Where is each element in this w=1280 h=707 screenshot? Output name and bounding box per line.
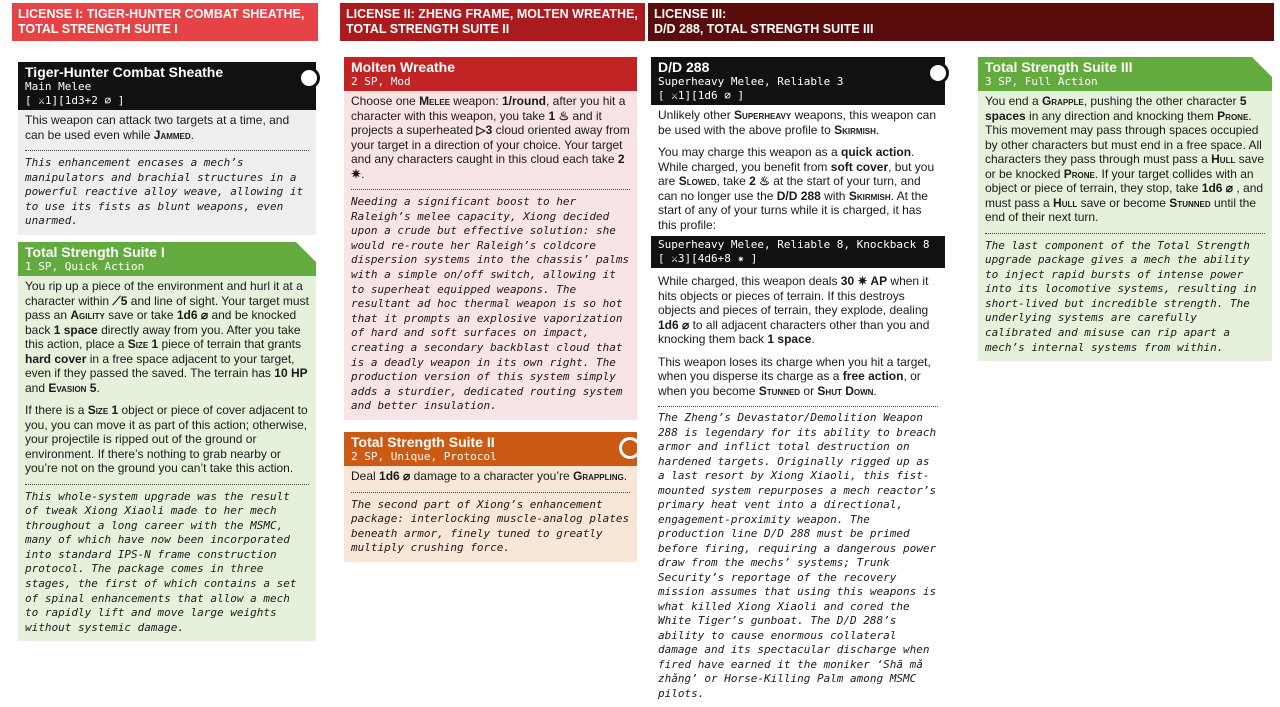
wreathe-body (344, 91, 637, 420)
wreathe-title-bar (344, 57, 637, 91)
tss3-body (978, 91, 1272, 361)
tss1-title-bar (18, 242, 316, 276)
wreathe-effect: Choose one Melee weapon: 1/round, after you hit a character with this weapon, you take 1 ♨ and it projects a superheated ▷3 cloud oriented away from your target in a direction of your choice. Your target and any characters caught in this cloud each take 2 ✷. (351, 94, 630, 181)
tss2-flavor: The second part of Xiong’s enhancement package: interlocking muscle-analog plates beneath armor, finely tuned to greatly multiply crushing force. (351, 492, 630, 556)
license-1-header (12, 3, 318, 41)
tss2-title-bar (344, 432, 637, 466)
dd288-title-bar (651, 57, 945, 105)
sheathe-flavor: This enhancement encases a mech’s manipulators and brachial structures in a powerful reactive alloy weave, allowing it to use its fists as blunt weapons, even unarmed. (25, 150, 309, 229)
corner-notch (296, 242, 316, 262)
dd288-profile: [ ⚔1][1d6 ⌀ ] (658, 89, 745, 102)
weapon-mount-icon (298, 67, 320, 89)
tss1-effect-2: If there is a Size 1 object or piece of cover adjacent to you, you can move it as part of this action; otherwise, your projectile is ripped out of the ground or environment. If there’s nothing to grab nearby or you’re not on the ground you can’t take this action. (25, 403, 308, 475)
dd288-type: Superheavy Melee, Reliable 3 (658, 75, 844, 88)
sheathe-card (18, 62, 316, 235)
tss3-effect: You end a Grapple, pushing the other character 5 spaces in any direction and knocking them Prone. This movement may pass through spaces occupied by other characters but must end in a free space. All characters they pass through must pass a Hull save or be knocked Prone. If your target collides with an object or piece of terrain, they stop, take 1d6 ⌀ , and must pass a Hull save or become Stunned until the end of their next turn. (985, 94, 1265, 224)
license-3-title-line2: D/D 288, TOTAL STRENGTH SUITE III (654, 22, 874, 36)
dd288-effect-4: This weapon loses its charge when you hit a target, when you disperse its charge as a free action, or when you become Stunned or Shut Down. (658, 354, 931, 398)
license-2-title-line2: TOTAL STRENGTH SUITE II (346, 22, 510, 36)
weapon-mount-icon (927, 62, 949, 84)
dd288-body (651, 105, 945, 707)
dd288-charged-profile: [ ⚔3][4d6+8 ✷ ] (658, 252, 758, 265)
license-2-title-line1: LICENSE II: ZHENG FRAME, MOLTEN WREATHE, (346, 7, 638, 21)
license-3-title-line1: LICENSE III: (654, 7, 727, 21)
tss2-effect: Deal 1d6 ⌀ damage to a character you’re Grappling. (351, 469, 628, 483)
tss1-card (18, 242, 316, 641)
tss1-flavor: This whole-system upgrade was the result of tweak Xiong Xiaoli made to her mech throughout a long career with the MSMC, many of which have now been incorporated into standard IPS-N frame construction protocol. The package comes in three stages, the first of which contains a set of spinal enhancements that allow a mech to rapidly lift and move large weights without systemic damage. (25, 484, 309, 636)
sheathe-body (18, 110, 316, 235)
tss3-type: 3 SP, Full Action (985, 75, 1098, 88)
sheathe-name: Tiger-Hunter Combat Sheathe (25, 64, 224, 80)
dd288-charged-profile-bar (651, 236, 945, 268)
dd288-name: D/D 288 (658, 59, 710, 75)
dd288-effect-1: Unlikely other Superheavy weapons, this weapon can be used with the above profile to Skirmish. (658, 108, 936, 137)
tss1-name: Total Strength Suite I (25, 244, 165, 260)
tss3-flavor: The last component of the Total Strength upgrade package gives a mech the ability to inject rapid bursts of intense power into its locomotive systems, resulting in short-lived but incredible strength. The underlying systems are carefully calibrated and misuse can rip apart a mech’s internal systems from within. (985, 233, 1265, 356)
wreathe-flavor: Needing a significant boost to her Raleigh’s melee capacity, Xiong decided upon a crude but effective solution: she would re-route her Raleigh’s coldcore dispersion systems into the chassis’ palms with a simple on/off switch, allowing it to superheat equipped weapons. The resultant ad hoc thermal weapon is so hot that it prompts an explosive vaporization of hard and soft surfaces on impact, creating a secondary backblast cloud that is a deadly weapon in its own right. The production version of this system simply adds a sturdier, dedicated routing system and better insulation. (351, 189, 630, 414)
dd288-effect-2: You may charge this weapon as a quick action. While charged, you benefit from soft cover, but you are Slowed, take 2 ♨ at the start of your turn, and can no longer use the D/D 288 with Skirmish. At the start of any of your turns while it is charged, it has this profile: (658, 145, 935, 232)
tss1-effect: You rip up a piece of the environment and hurl it at a character within ⟋5 and line of sight. Your target must pass an Agility save or take 1d6 ⌀ and be knocked back 1 space directly away from you. After you take this action, place a Size 1 piece of terrain that grants hard cover in a free space adjacent to your target, even if they passed the saved. The terrain has 10 HP and Evasion 5. (25, 279, 309, 395)
tss3-card (978, 57, 1272, 361)
tss2-type: 2 SP, Unique, Protocol (351, 450, 497, 463)
dd288-charged-type: Superheavy Melee, Reliable 8, Knockback 8 (658, 238, 930, 251)
sheathe-type: Main Melee (25, 80, 92, 93)
sheathe-title-bar (18, 62, 316, 110)
dd288-effect-3: While charged, this weapon deals 30 ✷ AP when it hits objects or pieces of terrain. If this destroys objects and pieces of terrain, they explode, dealing 1d6 ⌀ to all adjacent characters other than you and knocking them back 1 space. (658, 274, 930, 346)
wreathe-name: Molten Wreathe (351, 59, 455, 75)
license-3-header (648, 3, 1274, 41)
protocol-icon (619, 437, 641, 459)
wreathe-card (344, 57, 637, 420)
license-1-title-line2: TOTAL STRENGTH SUITE I (18, 22, 178, 36)
sheathe-profile: [ ⚔1][1d3+2 ⌀ ] (25, 94, 125, 107)
tss2-name: Total Strength Suite II (351, 434, 495, 450)
wreathe-type: 2 SP, Mod (351, 75, 411, 88)
dd288-card (651, 57, 945, 707)
sheathe-effect: This weapon can attack two targets at a time, and can be used even while Jammed. (25, 113, 290, 142)
dd288-flavor: The Zheng’s Devastator/Demolition Weapon 288 is legendary for its ability to breach armor and inflict total destruction on hardened targets. Originally rigged up as a last resort by Xiong Xiaoli, this fist-mounted system repurposes a mech reactor’s primary heat vent into a directional, engagement-proximity weapon. The production line D/D 288 must be primed before firing, requiring a dangerous power draw from the mechs’ systems; Trunk Security’s reportage of the recovery mission assumes that using this weapons is what killed Xiong Xiaoli and cored the White Tiger’s gunboat. The D/D 288’s ability to cause enormous collateral damage and its spectacular discharge when fired have earned it the moniker ‘Shā mǎ zhǎng’ or Horse-Killing Palm among MSMC pilots. (658, 406, 938, 701)
tss2-body (344, 466, 637, 562)
tss1-body (18, 276, 316, 641)
tss3-title-bar (978, 57, 1272, 91)
tss3-name: Total Strength Suite III (985, 59, 1133, 75)
corner-notch (1252, 57, 1272, 77)
license-1-title-line1: LICENSE I: TIGER-HUNTER COMBAT SHEATHE, (18, 7, 305, 21)
tss2-card (344, 432, 637, 562)
tss1-type: 1 SP, Quick Action (25, 260, 145, 273)
license-2-header (340, 3, 645, 41)
